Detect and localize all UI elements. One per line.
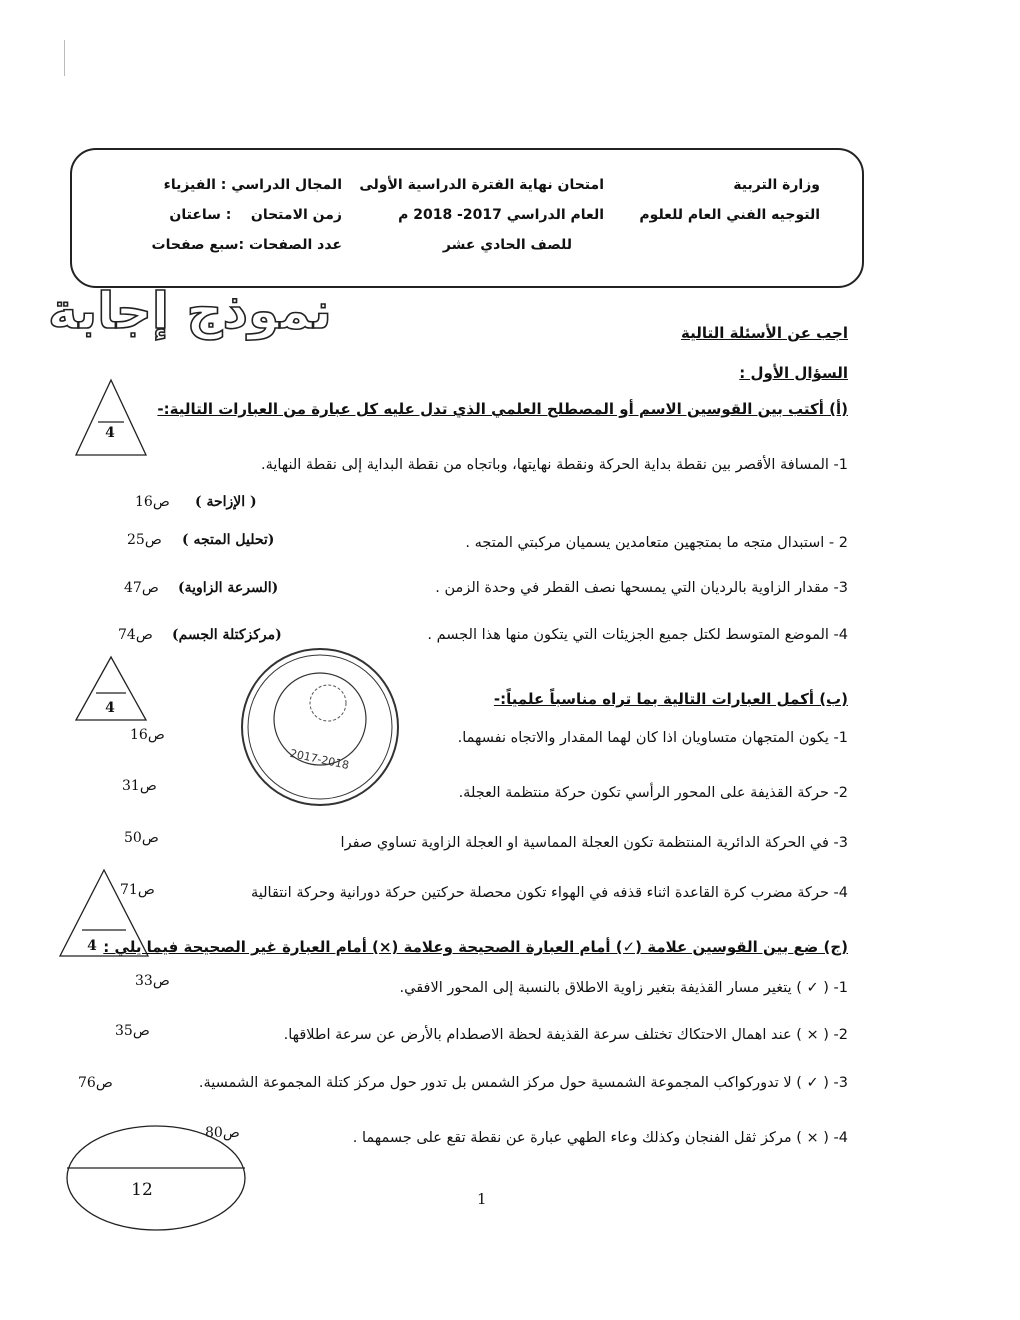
part-c-item-1: 1- ( ✓ ) يتغير مسار القذيفة بتغير زاوية الاطلاق بالنسبة إلى المحور الافقي. <box>399 980 848 996</box>
instructions: اجب عن الأسئلة التالية <box>680 324 848 342</box>
part-a-item-3: 3- مقدار الزاوية بالرديان التي يمسحها نصف القطر في وحدة الزمن . <box>435 580 848 596</box>
part-b-heading: (ب) أكمل العبارات التالية بما تراه مناسباً علمياً:- <box>493 690 848 708</box>
academic-year: العام الدراسي 2017- 2018 م <box>398 207 604 223</box>
part-c-heading: (ج) ضع بين القوسين علامة (✓) أمام العبارة الصحيحة وعلامة (×) أمام العبارة غير الصحيحة فيما يلي : <box>103 938 848 956</box>
grade: للصف الحادي عشر <box>442 237 572 253</box>
part-b-ref-1: ص16 <box>130 727 165 743</box>
total-score-ellipse <box>64 1123 249 1233</box>
part-a-answer-4: (مركزكتلة الجسم) <box>172 627 282 643</box>
part-a-ref-1: ص16 <box>135 494 170 510</box>
part-b-ref-3: ص50 <box>124 830 159 846</box>
part-b-item-4: 4- حركة مضرب كرة القاعدة اثناء قذفه في الهواء تكون محصلة حركتين حركة دورانية وحركة انتقالية <box>250 885 848 901</box>
official-stamp <box>238 645 403 810</box>
part-b-item-1: 1- يكون المتجهان متساويان اذا كان لهما المقدار والاتجاه نفسهما. <box>457 730 848 746</box>
score-a: 4 <box>105 425 115 441</box>
page-count: عدد الصفحات :سبع صفحات <box>151 237 342 253</box>
part-c-ref-4: ص80 <box>205 1125 240 1141</box>
part-a-ref-3: ص47 <box>124 580 159 596</box>
exam-header-box <box>70 148 864 288</box>
svg-text:2017-2018: 2017-2018 <box>288 746 351 773</box>
part-b-item-3: 3- في الحركة الدائرية المنتظمة تكون العجلة المماسية او العجلة الزاوية تساوي صفرا <box>340 835 848 851</box>
part-a-answer-3: (السرعة الزاوية) <box>178 580 279 596</box>
score-c: 4 <box>87 938 97 954</box>
part-c-item-3: 3- ( ✓ ) لا تدوركواكب المجموعة الشمسية حول مركز الشمس بل تدور حول مركز كتلة المجموعة الشمسية. <box>198 1075 848 1091</box>
total-score: 12 <box>131 1180 153 1200</box>
ministry: وزارة التربية <box>733 177 820 193</box>
duration: زمن الامتحان : ساعتان <box>169 207 342 223</box>
answer-model-title: نموذج إجابة <box>48 282 332 340</box>
part-a-answer-1: ( الإزاحة ) <box>195 494 257 510</box>
part-c-item-2: 2- ( × ) عند اهمال الاحتكاك تختلف سرعة القذيفة لحظة الاصطدام بالأرض عن سرعة اطلاقها. <box>283 1027 848 1043</box>
exam-title: امتحان نهاية الفترة الدراسية الأولى <box>359 177 604 193</box>
question-1-title: السؤال الأول : <box>739 364 848 382</box>
score-b: 4 <box>105 700 115 716</box>
part-a-item-2: 2 - استبدال متجه ما بمتجهين متعامدين يسميان مركبتي المتجه . <box>465 535 848 551</box>
page-number: 1 <box>477 1190 487 1208</box>
part-c-ref-1: ص33 <box>135 973 170 989</box>
subject: المجال الدراسي : الفيزياء <box>163 177 342 193</box>
part-b-ref-2: ص31 <box>122 778 157 794</box>
margin-mark <box>64 40 65 76</box>
directorate: التوجيه الفني العام للعلوم <box>639 207 820 223</box>
part-a-ref-4: ص74 <box>118 627 153 643</box>
part-a-heading: (أ) أكتب بين القوسين الاسم أو المصطلح العلمي الذي تدل عليه كل عبارة من العبارات التالية:- <box>157 400 848 418</box>
part-b-item-2: 2- حركة القذيفة على المحور الرأسي تكون حركة منتظمة العجلة. <box>458 785 848 801</box>
part-c-item-4: 4- ( × ) مركز ثقل الفنجان وكذلك وعاء الطهي عبارة عن نقطة تقع على جسمهما . <box>352 1130 848 1146</box>
part-c-ref-2: ص35 <box>115 1023 150 1039</box>
part-a-answer-2: (تحليل المتجه ) <box>182 532 275 548</box>
part-b-ref-4: ص71 <box>120 882 155 898</box>
part-c-ref-3: ص76 <box>78 1075 113 1091</box>
part-a-item-4: 4- الموضع المتوسط لكتل جميع الجزيئات التي يتكون منها هذا الجسم . <box>427 627 848 643</box>
part-a-item-1: 1- المسافة الأقصر بين نقطة بداية الحركة ونقطة نهايتها، وباتجاه من نقطة البداية إلى نقطة النهاية. <box>260 457 848 473</box>
score-triangle-a <box>74 378 148 458</box>
part-a-ref-2: ص25 <box>127 532 162 548</box>
